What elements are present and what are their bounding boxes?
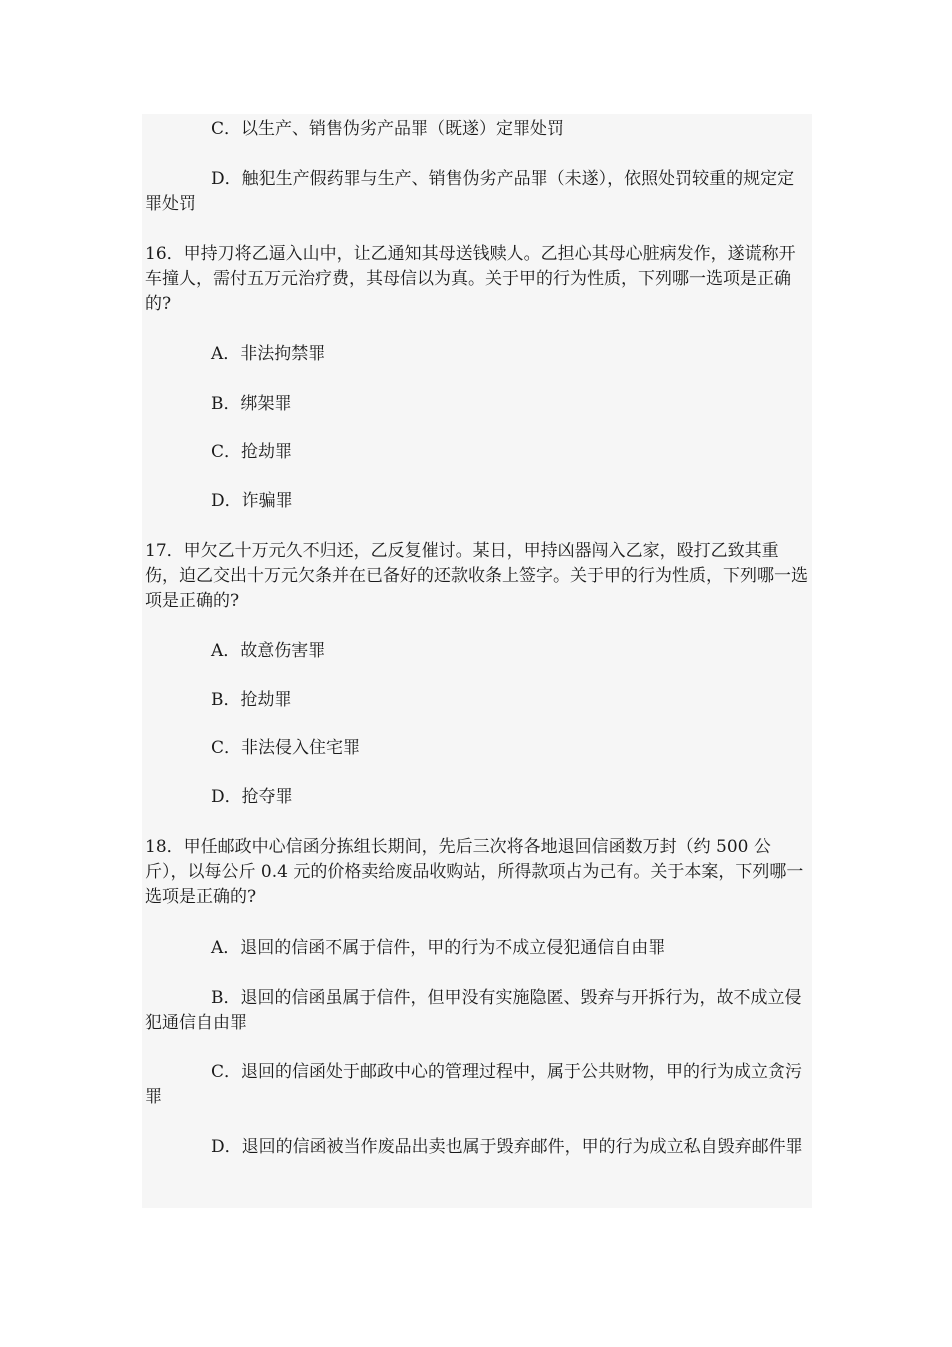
q17-option-b: B．抢劫罪 bbox=[211, 690, 292, 710]
q18-option-a: A．退回的信函不属于信件，甲的行为不成立侵犯通信自由罪 bbox=[211, 938, 666, 958]
q17-option-a: A．故意伤害罪 bbox=[211, 641, 326, 661]
q17-stem: 17．甲欠乙十万元久不归还，乙反复催讨。某日，甲持凶器闯入乙家，殴打乙致其重伤，迫乙交出十万元欠条并在已备好的还款收条上签字。关于甲的行为性质，下列哪一选项是正确的? bbox=[145, 541, 808, 611]
q16-option-c: C．抢劫罪 bbox=[211, 442, 293, 462]
q15-option-d: D．触犯生产假药罪与生产、销售伪劣产品罪（未遂），依照处罚较重的规定定罪处罚 bbox=[145, 169, 795, 214]
q18-stem: 18．甲任邮政中心信函分拣组长期间，先后三次将各地退回信函数万封（约 500 公斤），以每公斤 0.4 元的价格卖给废品收购站，所得款项占为己有。关于本案，下列哪一选项是正确的? bbox=[145, 837, 804, 907]
q16-option-a: A．非法拘禁罪 bbox=[211, 344, 326, 364]
q16-option-d: D．诈骗罪 bbox=[211, 491, 293, 511]
q16-option-b: B．绑架罪 bbox=[211, 394, 292, 414]
q18-option-b: B．退回的信函虽属于信件，但甲没有实施隐匿、毁弃与开拆行为，故不成立侵犯通信自由罪 bbox=[145, 988, 802, 1033]
q17-option-c: C．非法侵入住宅罪 bbox=[211, 738, 361, 758]
q16-stem: 16．甲持刀将乙逼入山中，让乙通知其母送钱赎人。乙担心其母心脏病发作，遂谎称开车撞人，需付五万元治疗费，其母信以为真。关于甲的行为性质，下列哪一选项是正确的? bbox=[145, 244, 796, 314]
q18-option-d: D．退回的信函被当作废品出卖也属于毁弃邮件，甲的行为成立私自毁弃邮件罪 bbox=[211, 1137, 803, 1157]
q15-option-c: C．以生产、销售伪劣产品罪（既遂）定罪处罚 bbox=[211, 119, 565, 139]
q17-option-d: D．抢夺罪 bbox=[211, 787, 293, 807]
q18-option-c: C．退回的信函处于邮政中心的管理过程中，属于公共财物，甲的行为成立贪污罪 bbox=[145, 1062, 803, 1107]
